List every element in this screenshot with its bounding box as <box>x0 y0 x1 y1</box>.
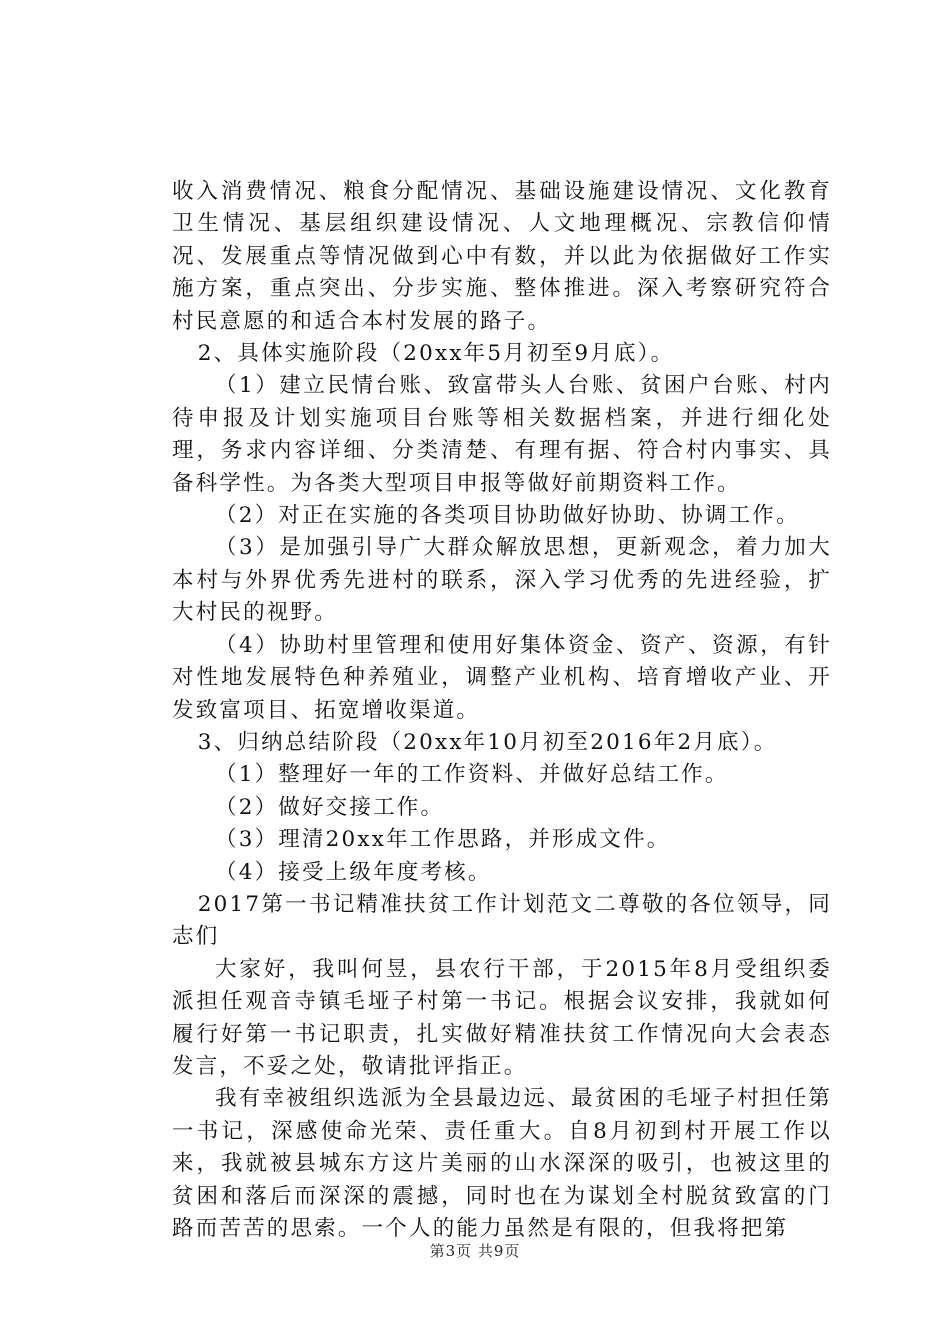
paragraph-stage-3-item-4: （4）接受上级年度考核。 <box>215 859 492 885</box>
page-number-footer: 第3页 共9页 <box>429 1242 521 1260</box>
paragraph-stage-3-item-3: （3）理清20xx年工作思路，并形成文件。 <box>215 827 671 853</box>
paragraph-mission-statement: 我有幸被组织选派为全县最边远、最贫困的毛垭子村担任第一书记，深感使命光荣、责任重大。自8月初到村开展工作以来，我就被县城东方这片美丽的山水深深的吸引，也被这里的贫困和落后而深深的震撼，同时也在为谋划全村脱贫致富的门路而苦苦的思索。一个人的能力虽然是有限的，但我将把第 <box>172 1086 832 1241</box>
paragraph-stage-3-item-2: （2）做好交接工作。 <box>215 794 445 820</box>
paragraph-stage-3-item-1: （1）整理好一年的工作资料、并做好总结工作。 <box>215 762 729 788</box>
document-body <box>172 176 832 1245</box>
paragraph-stage-3-heading: 3、归纳总结阶段（20xx年10月初至2016年2月底）。 <box>197 729 778 755</box>
paragraph-stage-2-item-3: （3）是加强引导广大群众解放思想，更新观念，着力加大本村与外界优秀先进村的联系，深入学习优秀的先进经验，扩大村民的视野。 <box>172 535 832 626</box>
paragraph-stage-2-item-2: （2）对正在实施的各类项目协助做好协助、协调工作。 <box>215 503 800 529</box>
paragraph-second-template-title: 2017第一书记精准扶贫工作计划范文二尊敬的各位领导，同志们 <box>172 891 832 950</box>
paragraph-stage-2-item-4: （4）协助村里管理和使用好集体资金、资产、资源，有针对性地发展特色种养殖业，调整产业机构、培育增收产业、开发致富项目、拓宽增收渠道。 <box>172 632 832 723</box>
paragraph-stage-2-heading: 2、具体实施阶段（20xx年5月初至9月底）。 <box>197 341 675 367</box>
paragraph-survey-summary: 收入消费情况、粮食分配情况、基础设施建设情况、文化教育卫生情况、基层组织建设情况、人文地理概况、宗教信仰情况、发展重点等情况做到心中有数，并以此为依据做好工作实施方案，重点突出、分步实施、整体推进。深入考察研究符合村民意愿的和适合本村发展的路子。 <box>172 179 832 334</box>
paragraph-greeting-introduction: 大家好，我叫何昱，县农行干部，于2015年8月受组织委派担任观音寺镇毛垭子村第一书记。根据会议安排，我就如何履行好第一书记职责，扎实做好精准扶贫工作情况向大会表态发言，不妥之处，敬请批评指正。 <box>172 956 832 1079</box>
paragraph-stage-2-item-1: （1）建立民情台账、致富带头人台账、贫困户台账、村内待申报及计划实施项目台账等相关数据档案，并进行细化处理，务求内容详细、分类清楚、有理有据、符合村内事实、具备科学性。为各类大型项目申报等做好前期资料工作。 <box>172 373 832 496</box>
